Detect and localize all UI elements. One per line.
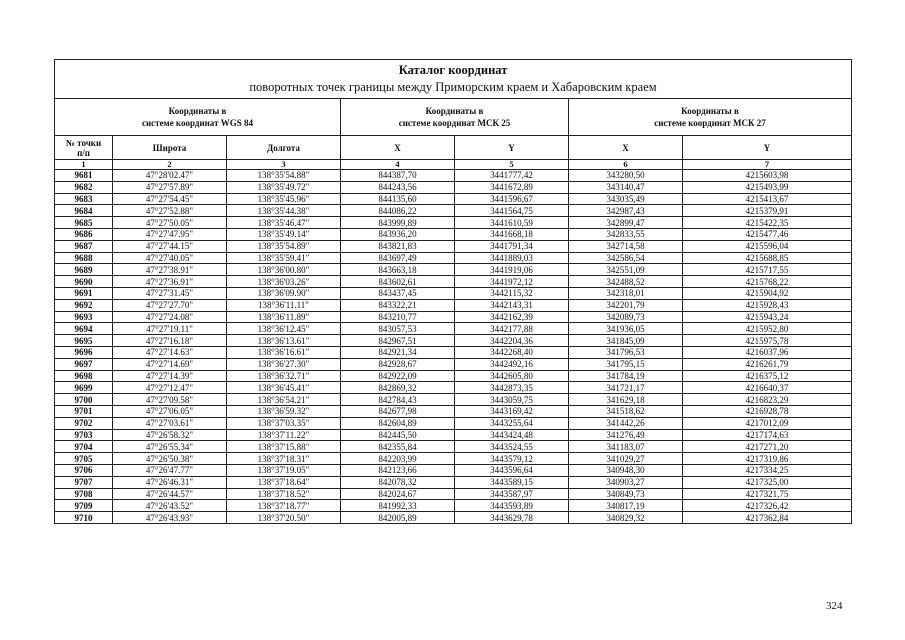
coordinate-cell: 3441610,59 bbox=[455, 217, 569, 229]
page-number: 324 bbox=[826, 600, 843, 612]
table-row bbox=[55, 264, 852, 276]
coordinate-cell: 343280,50 bbox=[569, 170, 683, 182]
coordinate-cell: 138°36'45.41" bbox=[227, 382, 341, 394]
coordinate-cell: 4217334,25 bbox=[683, 464, 852, 476]
column-header-msk25-x: X bbox=[341, 136, 455, 160]
point-number-cell: 9704 bbox=[55, 441, 113, 453]
coordinate-cell: 842928,67 bbox=[341, 358, 455, 370]
coordinate-cell: 138°35'54.89" bbox=[227, 240, 341, 252]
coordinate-cell: 138°36'13.61" bbox=[227, 335, 341, 347]
coordinate-cell: 3443059,75 bbox=[455, 394, 569, 406]
coordinate-cell: 341721,17 bbox=[569, 382, 683, 394]
table-row bbox=[55, 193, 852, 205]
coordinate-cell: 842967,51 bbox=[341, 335, 455, 347]
coordinate-cell: 138°37'19.05" bbox=[227, 464, 341, 476]
coordinate-cell: 841992,33 bbox=[341, 500, 455, 512]
table-row bbox=[55, 346, 852, 358]
coordinate-cell: 4215596,04 bbox=[683, 240, 852, 252]
coordinate-cell: 47°26'46.31" bbox=[113, 476, 227, 488]
coordinate-cell: 342488,52 bbox=[569, 276, 683, 288]
coordinate-cell: 138°37'18.64" bbox=[227, 476, 341, 488]
coordinate-cell: 4215603,98 bbox=[683, 170, 852, 182]
point-number-cell: 9708 bbox=[55, 488, 113, 500]
coordinate-cell: 138°37'20.50" bbox=[227, 512, 341, 524]
coordinate-cell: 4217325,00 bbox=[683, 476, 852, 488]
column-header-msk27-x: X bbox=[569, 136, 683, 160]
coordinate-cell: 842677,98 bbox=[341, 405, 455, 417]
coordinate-cell: 843057,53 bbox=[341, 323, 455, 335]
table-row bbox=[55, 512, 852, 524]
coordinate-cell: 3442873,35 bbox=[455, 382, 569, 394]
coordinate-cell: 340849,73 bbox=[569, 488, 683, 500]
coordinate-cell: 3442143,31 bbox=[455, 299, 569, 311]
coordinate-cell: 341796,53 bbox=[569, 346, 683, 358]
point-number-cell: 9691 bbox=[55, 287, 113, 299]
coordinate-cell: 47°27'52.88" bbox=[113, 205, 227, 217]
coordinate-cell: 341518,62 bbox=[569, 405, 683, 417]
coordinate-cell: 340817,19 bbox=[569, 500, 683, 512]
coordinate-cell: 843210,77 bbox=[341, 311, 455, 323]
coordinate-cell: 47°27'54.45" bbox=[113, 193, 227, 205]
coordinate-cell: 47°27'14.69" bbox=[113, 358, 227, 370]
coordinate-cell: 138°36'00.80" bbox=[227, 264, 341, 276]
coordinate-cell: 842922,09 bbox=[341, 370, 455, 382]
coordinate-cell: 4217012,09 bbox=[683, 417, 852, 429]
point-number-cell: 9707 bbox=[55, 476, 113, 488]
table-row bbox=[55, 276, 852, 288]
coordinate-cell: 340829,32 bbox=[569, 512, 683, 524]
coordinate-cell: 138°37'18.31" bbox=[227, 453, 341, 465]
coordinate-cell: 138°36'32.71" bbox=[227, 370, 341, 382]
coordinate-cell: 138°35'54.88" bbox=[227, 170, 341, 182]
coordinate-cell: 342551,09 bbox=[569, 264, 683, 276]
coordinate-cell: 47°27'31.45" bbox=[113, 287, 227, 299]
coordinate-cell: 341936,05 bbox=[569, 323, 683, 335]
coordinate-cell: 4217319,86 bbox=[683, 453, 852, 465]
coordinate-cell: 4217326,42 bbox=[683, 500, 852, 512]
coordinate-cell: 342833,55 bbox=[569, 228, 683, 240]
coordinate-cell: 4217321,75 bbox=[683, 488, 852, 500]
coordinate-cell: 3441777,42 bbox=[455, 170, 569, 182]
coordinate-cell: 342987,43 bbox=[569, 205, 683, 217]
point-number-cell: 9694 bbox=[55, 323, 113, 335]
coordinate-cell: 342201,79 bbox=[569, 299, 683, 311]
point-number-cell: 9681 bbox=[55, 170, 113, 182]
coordinate-cell: 4215928,43 bbox=[683, 299, 852, 311]
coordinate-cell: 3443587,97 bbox=[455, 488, 569, 500]
coordinate-cell: 4215768,22 bbox=[683, 276, 852, 288]
coordinate-cell: 4217174,63 bbox=[683, 429, 852, 441]
point-number-cell: 9702 bbox=[55, 417, 113, 429]
coordinate-cell: 343035,49 bbox=[569, 193, 683, 205]
coordinate-cell: 341795,15 bbox=[569, 358, 683, 370]
coordinate-cell: 47°27'44.15" bbox=[113, 240, 227, 252]
table-body bbox=[55, 170, 852, 524]
coordinate-cell: 844086,22 bbox=[341, 205, 455, 217]
coordinate-cell: 4215952,80 bbox=[683, 323, 852, 335]
coordinate-cell: 4215717,55 bbox=[683, 264, 852, 276]
coordinate-cell: 842123,66 bbox=[341, 464, 455, 476]
coordinate-cell: 3442268,40 bbox=[455, 346, 569, 358]
table-row bbox=[55, 429, 852, 441]
point-number-cell: 9709 bbox=[55, 500, 113, 512]
coordinate-cell: 341183,07 bbox=[569, 441, 683, 453]
coordinate-cell: 47°26'44.57" bbox=[113, 488, 227, 500]
coordinate-cell: 138°37'15.88" bbox=[227, 441, 341, 453]
coordinate-cell: 4217362,84 bbox=[683, 512, 852, 524]
point-number-cell: 9687 bbox=[55, 240, 113, 252]
coordinate-cell: 4215975,78 bbox=[683, 335, 852, 347]
group-header-msk27: Координаты в системе координат МСК 27 bbox=[569, 99, 852, 136]
coordinate-cell: 4216823,29 bbox=[683, 394, 852, 406]
coordinate-cell: 3443424,48 bbox=[455, 429, 569, 441]
coordinate-cell: 342318,01 bbox=[569, 287, 683, 299]
column-number: 2 bbox=[113, 160, 227, 170]
coordinate-cell: 47°26'43.93" bbox=[113, 512, 227, 524]
coordinate-cell: 3441672,89 bbox=[455, 181, 569, 193]
coordinate-cell: 47°27'16.18" bbox=[113, 335, 227, 347]
point-number-cell: 9697 bbox=[55, 358, 113, 370]
table-row bbox=[55, 217, 852, 229]
table-row bbox=[55, 488, 852, 500]
coordinate-cell: 3441791,34 bbox=[455, 240, 569, 252]
point-number-cell: 9710 bbox=[55, 512, 113, 524]
coordinate-cell: 47°27'47.95" bbox=[113, 228, 227, 240]
coordinate-cell: 138°35'49.14" bbox=[227, 228, 341, 240]
coordinate-cell: 3443589,15 bbox=[455, 476, 569, 488]
coordinate-cell: 138°37'18.77" bbox=[227, 500, 341, 512]
coordinate-cell: 4215413,67 bbox=[683, 193, 852, 205]
coordinate-cell: 47°27'19.11" bbox=[113, 323, 227, 335]
table-row bbox=[55, 417, 852, 429]
table-row bbox=[55, 299, 852, 311]
coordinate-cell: 47°26'50.38" bbox=[113, 453, 227, 465]
table-row bbox=[55, 311, 852, 323]
point-number-cell: 9696 bbox=[55, 346, 113, 358]
point-number-cell: 9688 bbox=[55, 252, 113, 264]
point-number-cell: 9683 bbox=[55, 193, 113, 205]
coordinate-cell: 47°27'14.63" bbox=[113, 346, 227, 358]
column-number: 5 bbox=[455, 160, 569, 170]
coordinate-cell: 4215477,46 bbox=[683, 228, 852, 240]
coordinate-cell: 341784,19 bbox=[569, 370, 683, 382]
coordinate-cell: 3443629,78 bbox=[455, 512, 569, 524]
coordinate-cell: 842604,89 bbox=[341, 417, 455, 429]
coordinate-cell: 138°36'16.61" bbox=[227, 346, 341, 358]
coordinate-cell: 843697,49 bbox=[341, 252, 455, 264]
point-number-cell: 9690 bbox=[55, 276, 113, 288]
point-number-cell: 9684 bbox=[55, 205, 113, 217]
coordinate-cell: 842078,32 bbox=[341, 476, 455, 488]
coordinate-cell: 138°36'12.45" bbox=[227, 323, 341, 335]
point-number-cell: 9695 bbox=[55, 335, 113, 347]
point-number-cell: 9689 bbox=[55, 264, 113, 276]
coordinate-cell: 47°27'14.39" bbox=[113, 370, 227, 382]
point-number-cell: 9692 bbox=[55, 299, 113, 311]
coordinate-cell: 47°26'43.52" bbox=[113, 500, 227, 512]
coordinate-cell: 138°37'11.22" bbox=[227, 429, 341, 441]
coordinate-cell: 138°36'27.30" bbox=[227, 358, 341, 370]
coordinate-cell: 47°27'27.70" bbox=[113, 299, 227, 311]
table-row bbox=[55, 405, 852, 417]
coordinate-cell: 3442204,36 bbox=[455, 335, 569, 347]
column-header-longitude: Долгота bbox=[227, 136, 341, 160]
coordinate-cell: 3443524,55 bbox=[455, 441, 569, 453]
coordinate-cell: 4216375,12 bbox=[683, 370, 852, 382]
document-subtitle: поворотных точек границы между Приморским краем и Хабаровским краем bbox=[249, 80, 657, 94]
coordinate-cell: 3443169,42 bbox=[455, 405, 569, 417]
coordinate-cell: 341845,09 bbox=[569, 335, 683, 347]
table-row bbox=[55, 464, 852, 476]
coordinate-cell: 47°28'02.47" bbox=[113, 170, 227, 182]
coordinate-cell: 842203,99 bbox=[341, 453, 455, 465]
coordinate-cell: 3441889,03 bbox=[455, 252, 569, 264]
group-header-msk25: Координаты в системе координат МСК 25 bbox=[341, 99, 569, 136]
column-number: 1 bbox=[55, 160, 113, 170]
coordinate-cell: 138°36'03.26" bbox=[227, 276, 341, 288]
coordinate-cell: 47°26'58.32" bbox=[113, 429, 227, 441]
coordinate-cell: 138°35'44.38" bbox=[227, 205, 341, 217]
coordinate-cell: 342586,54 bbox=[569, 252, 683, 264]
column-header-latitude: Широта bbox=[113, 136, 227, 160]
table-row bbox=[55, 240, 852, 252]
coordinate-cell: 4215379,91 bbox=[683, 205, 852, 217]
coordinate-cell: 4216037,96 bbox=[683, 346, 852, 358]
table-row bbox=[55, 181, 852, 193]
coordinate-cell: 3441972,12 bbox=[455, 276, 569, 288]
coordinate-cell: 3442115,32 bbox=[455, 287, 569, 299]
column-number: 3 bbox=[227, 160, 341, 170]
point-number-cell: 9682 bbox=[55, 181, 113, 193]
coordinate-cell: 4215422,35 bbox=[683, 217, 852, 229]
coordinate-cell: 842921,34 bbox=[341, 346, 455, 358]
coordinate-cell: 47°27'40.05" bbox=[113, 252, 227, 264]
coordinate-cell: 342899,47 bbox=[569, 217, 683, 229]
point-number-cell: 9686 bbox=[55, 228, 113, 240]
point-number-cell: 9693 bbox=[55, 311, 113, 323]
point-number-cell: 9705 bbox=[55, 453, 113, 465]
coordinate-cell: 47°26'55.34" bbox=[113, 441, 227, 453]
table-row bbox=[55, 323, 852, 335]
coordinate-cell: 138°36'09.90" bbox=[227, 287, 341, 299]
group-header-wgs84: Координаты в системе координат WGS 84 bbox=[55, 99, 341, 136]
coordinate-cell: 844243,56 bbox=[341, 181, 455, 193]
coordinate-cell: 138°35'59.41" bbox=[227, 252, 341, 264]
coordinate-cell: 138°36'11.89" bbox=[227, 311, 341, 323]
point-number-cell: 9701 bbox=[55, 405, 113, 417]
coordinate-cell: 3441919,06 bbox=[455, 264, 569, 276]
coordinate-cell: 843821,83 bbox=[341, 240, 455, 252]
coordinate-cell: 842024,67 bbox=[341, 488, 455, 500]
coordinate-cell: 138°36'54.21" bbox=[227, 394, 341, 406]
coordinate-cell: 3443593,89 bbox=[455, 500, 569, 512]
coordinate-cell: 341629,18 bbox=[569, 394, 683, 406]
document-title: Каталог координат bbox=[398, 63, 508, 77]
table-row bbox=[55, 358, 852, 370]
coordinate-cell: 47°27'03.61" bbox=[113, 417, 227, 429]
coordinate-cell: 138°35'49.72" bbox=[227, 181, 341, 193]
column-number: 7 bbox=[683, 160, 852, 170]
table-row bbox=[55, 287, 852, 299]
coordinate-cell: 843663,18 bbox=[341, 264, 455, 276]
table-row bbox=[55, 170, 852, 182]
coordinate-cell: 47°26'47.77" bbox=[113, 464, 227, 476]
column-header-msk25-y: Y bbox=[455, 136, 569, 160]
point-number-cell: 9700 bbox=[55, 394, 113, 406]
coordinate-cell: 4216928,78 bbox=[683, 405, 852, 417]
coordinate-cell: 340948,30 bbox=[569, 464, 683, 476]
coordinate-cell: 47°27'57.89" bbox=[113, 181, 227, 193]
coordinate-cell: 842869,32 bbox=[341, 382, 455, 394]
coordinate-cell: 842784,43 bbox=[341, 394, 455, 406]
coordinate-cell: 4215688,85 bbox=[683, 252, 852, 264]
coordinate-cell: 842445,50 bbox=[341, 429, 455, 441]
coordinate-cell: 47°27'50.05" bbox=[113, 217, 227, 229]
coordinate-cell: 3442162,39 bbox=[455, 311, 569, 323]
coordinate-cell: 4215904,92 bbox=[683, 287, 852, 299]
coordinate-cell: 342714,58 bbox=[569, 240, 683, 252]
coordinate-table bbox=[54, 59, 852, 524]
coordinate-cell: 842355,84 bbox=[341, 441, 455, 453]
table-row bbox=[55, 370, 852, 382]
coordinate-cell: 47°27'24.08" bbox=[113, 311, 227, 323]
column-number: 6 bbox=[569, 160, 683, 170]
coordinate-cell: 4215493,99 bbox=[683, 181, 852, 193]
table-row bbox=[55, 394, 852, 406]
coordinate-cell: 3442177,88 bbox=[455, 323, 569, 335]
coordinate-cell: 3441596,67 bbox=[455, 193, 569, 205]
coordinate-cell: 47°27'36.91" bbox=[113, 276, 227, 288]
coordinate-cell: 4217271,20 bbox=[683, 441, 852, 453]
coordinate-cell: 138°37'18.52" bbox=[227, 488, 341, 500]
coordinate-cell: 341276,49 bbox=[569, 429, 683, 441]
coordinate-cell: 47°27'12.47" bbox=[113, 382, 227, 394]
point-number-cell: 9706 bbox=[55, 464, 113, 476]
coordinate-cell: 47°27'06.05" bbox=[113, 405, 227, 417]
table-row bbox=[55, 252, 852, 264]
coordinate-cell: 341029,27 bbox=[569, 453, 683, 465]
table-row bbox=[55, 335, 852, 347]
coordinate-cell: 843322,21 bbox=[341, 299, 455, 311]
coordinate-cell: 3442492,16 bbox=[455, 358, 569, 370]
coordinate-cell: 138°37'03.35" bbox=[227, 417, 341, 429]
point-number-cell: 9699 bbox=[55, 382, 113, 394]
coordinate-cell: 3443596,64 bbox=[455, 464, 569, 476]
coordinate-cell: 843936,20 bbox=[341, 228, 455, 240]
table-row bbox=[55, 453, 852, 465]
coordinate-cell: 3443579,12 bbox=[455, 453, 569, 465]
table-row bbox=[55, 441, 852, 453]
coordinate-cell: 4215943,24 bbox=[683, 311, 852, 323]
coordinate-cell: 844135,60 bbox=[341, 193, 455, 205]
coordinate-cell: 843999,89 bbox=[341, 217, 455, 229]
table-title-cell bbox=[55, 60, 852, 99]
coordinate-cell: 340903,27 bbox=[569, 476, 683, 488]
column-header-msk27-y: Y bbox=[683, 136, 852, 160]
table-row bbox=[55, 500, 852, 512]
coordinate-cell: 843602,61 bbox=[341, 276, 455, 288]
coordinate-cell: 3442605,80 bbox=[455, 370, 569, 382]
point-number-cell: 9685 bbox=[55, 217, 113, 229]
coordinate-cell: 47°27'09.58" bbox=[113, 394, 227, 406]
coordinate-cell: 4216261,79 bbox=[683, 358, 852, 370]
coordinate-cell: 3443255,64 bbox=[455, 417, 569, 429]
coordinate-cell: 4216640,37 bbox=[683, 382, 852, 394]
coordinate-cell: 342089,73 bbox=[569, 311, 683, 323]
coordinate-cell: 138°36'59.32" bbox=[227, 405, 341, 417]
coordinate-cell: 138°36'11.11" bbox=[227, 299, 341, 311]
column-header-point: № точки п/п bbox=[55, 136, 113, 160]
table-row bbox=[55, 382, 852, 394]
coordinate-cell: 3441564,75 bbox=[455, 205, 569, 217]
point-number-cell: 9698 bbox=[55, 370, 113, 382]
point-number-cell: 9703 bbox=[55, 429, 113, 441]
coordinate-cell: 341442,26 bbox=[569, 417, 683, 429]
coordinate-cell: 3441668,18 bbox=[455, 228, 569, 240]
coordinate-cell: 844387,70 bbox=[341, 170, 455, 182]
coordinate-cell: 843437,45 bbox=[341, 287, 455, 299]
coordinate-cell: 343140,47 bbox=[569, 181, 683, 193]
table-row bbox=[55, 205, 852, 217]
coordinate-catalog-page bbox=[54, 59, 851, 524]
coordinate-cell: 47°27'38.91" bbox=[113, 264, 227, 276]
coordinate-cell: 138°35'45.96" bbox=[227, 193, 341, 205]
table-row bbox=[55, 228, 852, 240]
table-row bbox=[55, 476, 852, 488]
column-number: 4 bbox=[341, 160, 455, 170]
coordinate-cell: 138°35'46.47" bbox=[227, 217, 341, 229]
coordinate-cell: 842005,89 bbox=[341, 512, 455, 524]
